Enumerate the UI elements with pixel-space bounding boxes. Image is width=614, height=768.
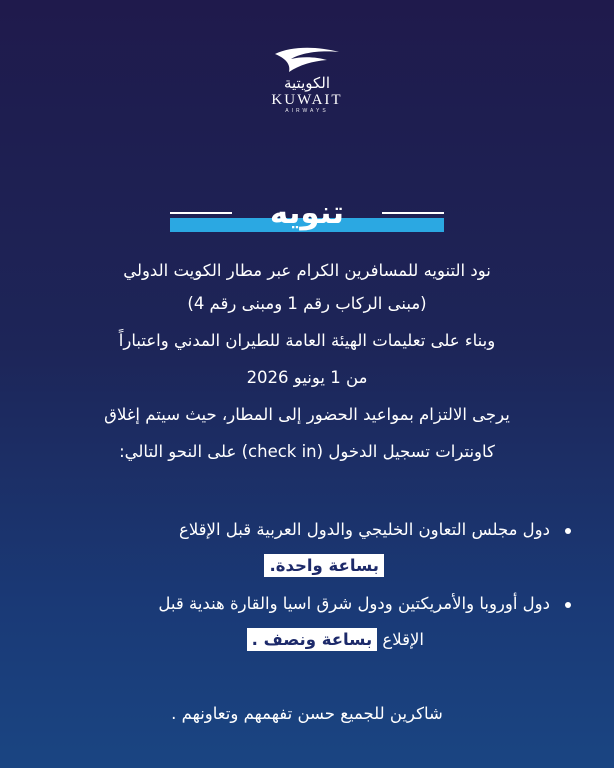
body-line-2: (مبنى الركاب رقم 1 ومبنى رقم 4) xyxy=(187,294,427,313)
list-item-2-line-2: الإقلاع بساعة ونصف . xyxy=(64,630,424,650)
highlight-one-hour: بساعة واحدة. xyxy=(264,554,384,577)
list-item-1-line-1: دول مجلس التعاون الخليجي والدول العربية قبل الإقلاع xyxy=(178,520,550,539)
title-text: تنويه xyxy=(269,195,345,231)
list-item-1-line-2 xyxy=(64,556,384,576)
highlight-hour-and-half: بساعة ونصف . xyxy=(247,628,378,651)
list-bullet-2 xyxy=(565,602,571,608)
body-line-5: يرجى الالتزام بمواعيد الحضور إلى المطار، حيث سيتم إغلاق xyxy=(104,405,510,424)
brand-name-arabic: الكويتية xyxy=(283,74,331,92)
brand-name-english: KUWAIT xyxy=(271,92,343,108)
list-item-2-line-1: دول أوروبا والأمريكتين ودول شرق اسيا والقارة هندية قبل xyxy=(158,594,550,613)
brand-tagline: AIRWAYS xyxy=(285,108,329,114)
body-line-1: نود التنويه للمسافرين الكرام عبر مطار الكويت الدولي xyxy=(123,261,491,280)
list-bullet-1 xyxy=(565,528,571,534)
body-line-6: كاونترات تسجيل الدخول (check in) على النحو التالي: xyxy=(119,442,495,461)
notice-body xyxy=(40,0,574,768)
body-line-4-date: من 1 يونيو 2026 xyxy=(246,368,368,387)
body-line-3: وبناء على تعليمات الهيئة العامة للطيران المدني واعتباراً xyxy=(118,331,496,350)
closing-line: شاكرين للجميع حسن تفهمهم وتعاونهم . xyxy=(171,704,443,723)
